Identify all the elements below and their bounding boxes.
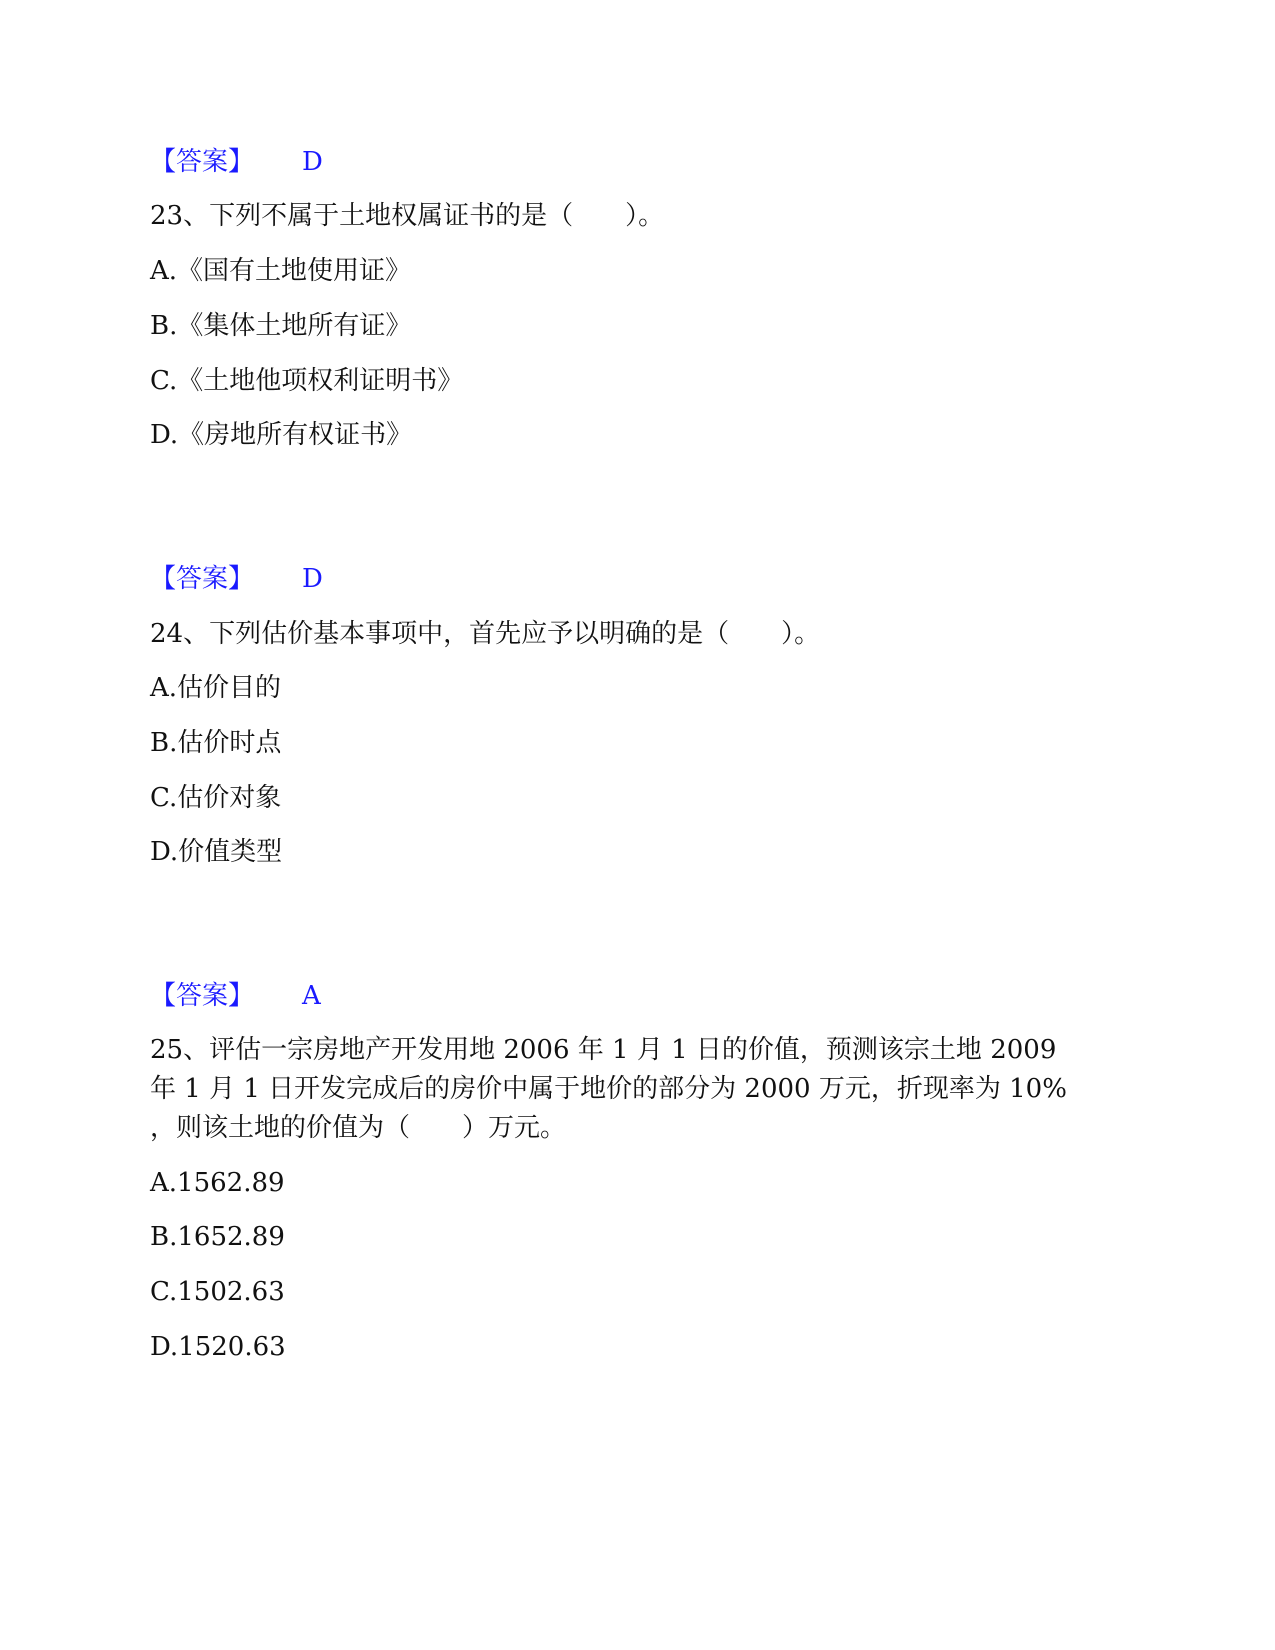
option-23-a: A.《国有土地使用证》 bbox=[150, 256, 412, 286]
question-24: 24、下列估价基本事项中，首先应予以明确的是（ ）。 bbox=[150, 619, 821, 649]
question-25-line-2: 年 1 月 1 日开发完成后的房价中属于地价的部分为 2000 万元，折现率为 10% bbox=[150, 1074, 1067, 1104]
question-23: 23、下列不属于土地权属证书的是（ ）。 bbox=[150, 201, 665, 231]
answer-value: A bbox=[302, 981, 321, 1011]
answer-2 bbox=[150, 564, 323, 594]
option-25-d: D.1520.63 bbox=[150, 1332, 286, 1362]
option-25-a: A.1562.89 bbox=[150, 1168, 285, 1198]
answer-1 bbox=[150, 147, 323, 177]
answer-value: D bbox=[302, 147, 323, 177]
question-25-line-3: ，则该土地的价值为（ ）万元。 bbox=[150, 1113, 567, 1143]
option-25-c: C.1502.63 bbox=[150, 1277, 285, 1307]
option-23-c: C.《土地他项权利证明书》 bbox=[150, 366, 464, 396]
option-24-d: D.价值类型 bbox=[150, 837, 283, 867]
answer-label: 【答案】 bbox=[150, 147, 255, 177]
option-23-d: D.《房地所有权证书》 bbox=[150, 420, 413, 450]
answer-label: 【答案】 bbox=[150, 981, 255, 1011]
question-25-line-1: 25、评估一宗房地产开发用地 2006 年 1 月 1 日的价值，预测该宗土地 2009 bbox=[150, 1035, 1057, 1065]
option-23-b: B.《集体土地所有证》 bbox=[150, 311, 412, 341]
answer-value: D bbox=[302, 564, 323, 594]
answer-label: 【答案】 bbox=[150, 564, 255, 594]
option-24-b: B.估价时点 bbox=[150, 728, 282, 758]
option-24-a: A.估价目的 bbox=[150, 673, 282, 703]
answer-3 bbox=[150, 981, 321, 1011]
option-24-c: C.估价对象 bbox=[150, 783, 282, 813]
option-25-b: B.1652.89 bbox=[150, 1222, 285, 1252]
